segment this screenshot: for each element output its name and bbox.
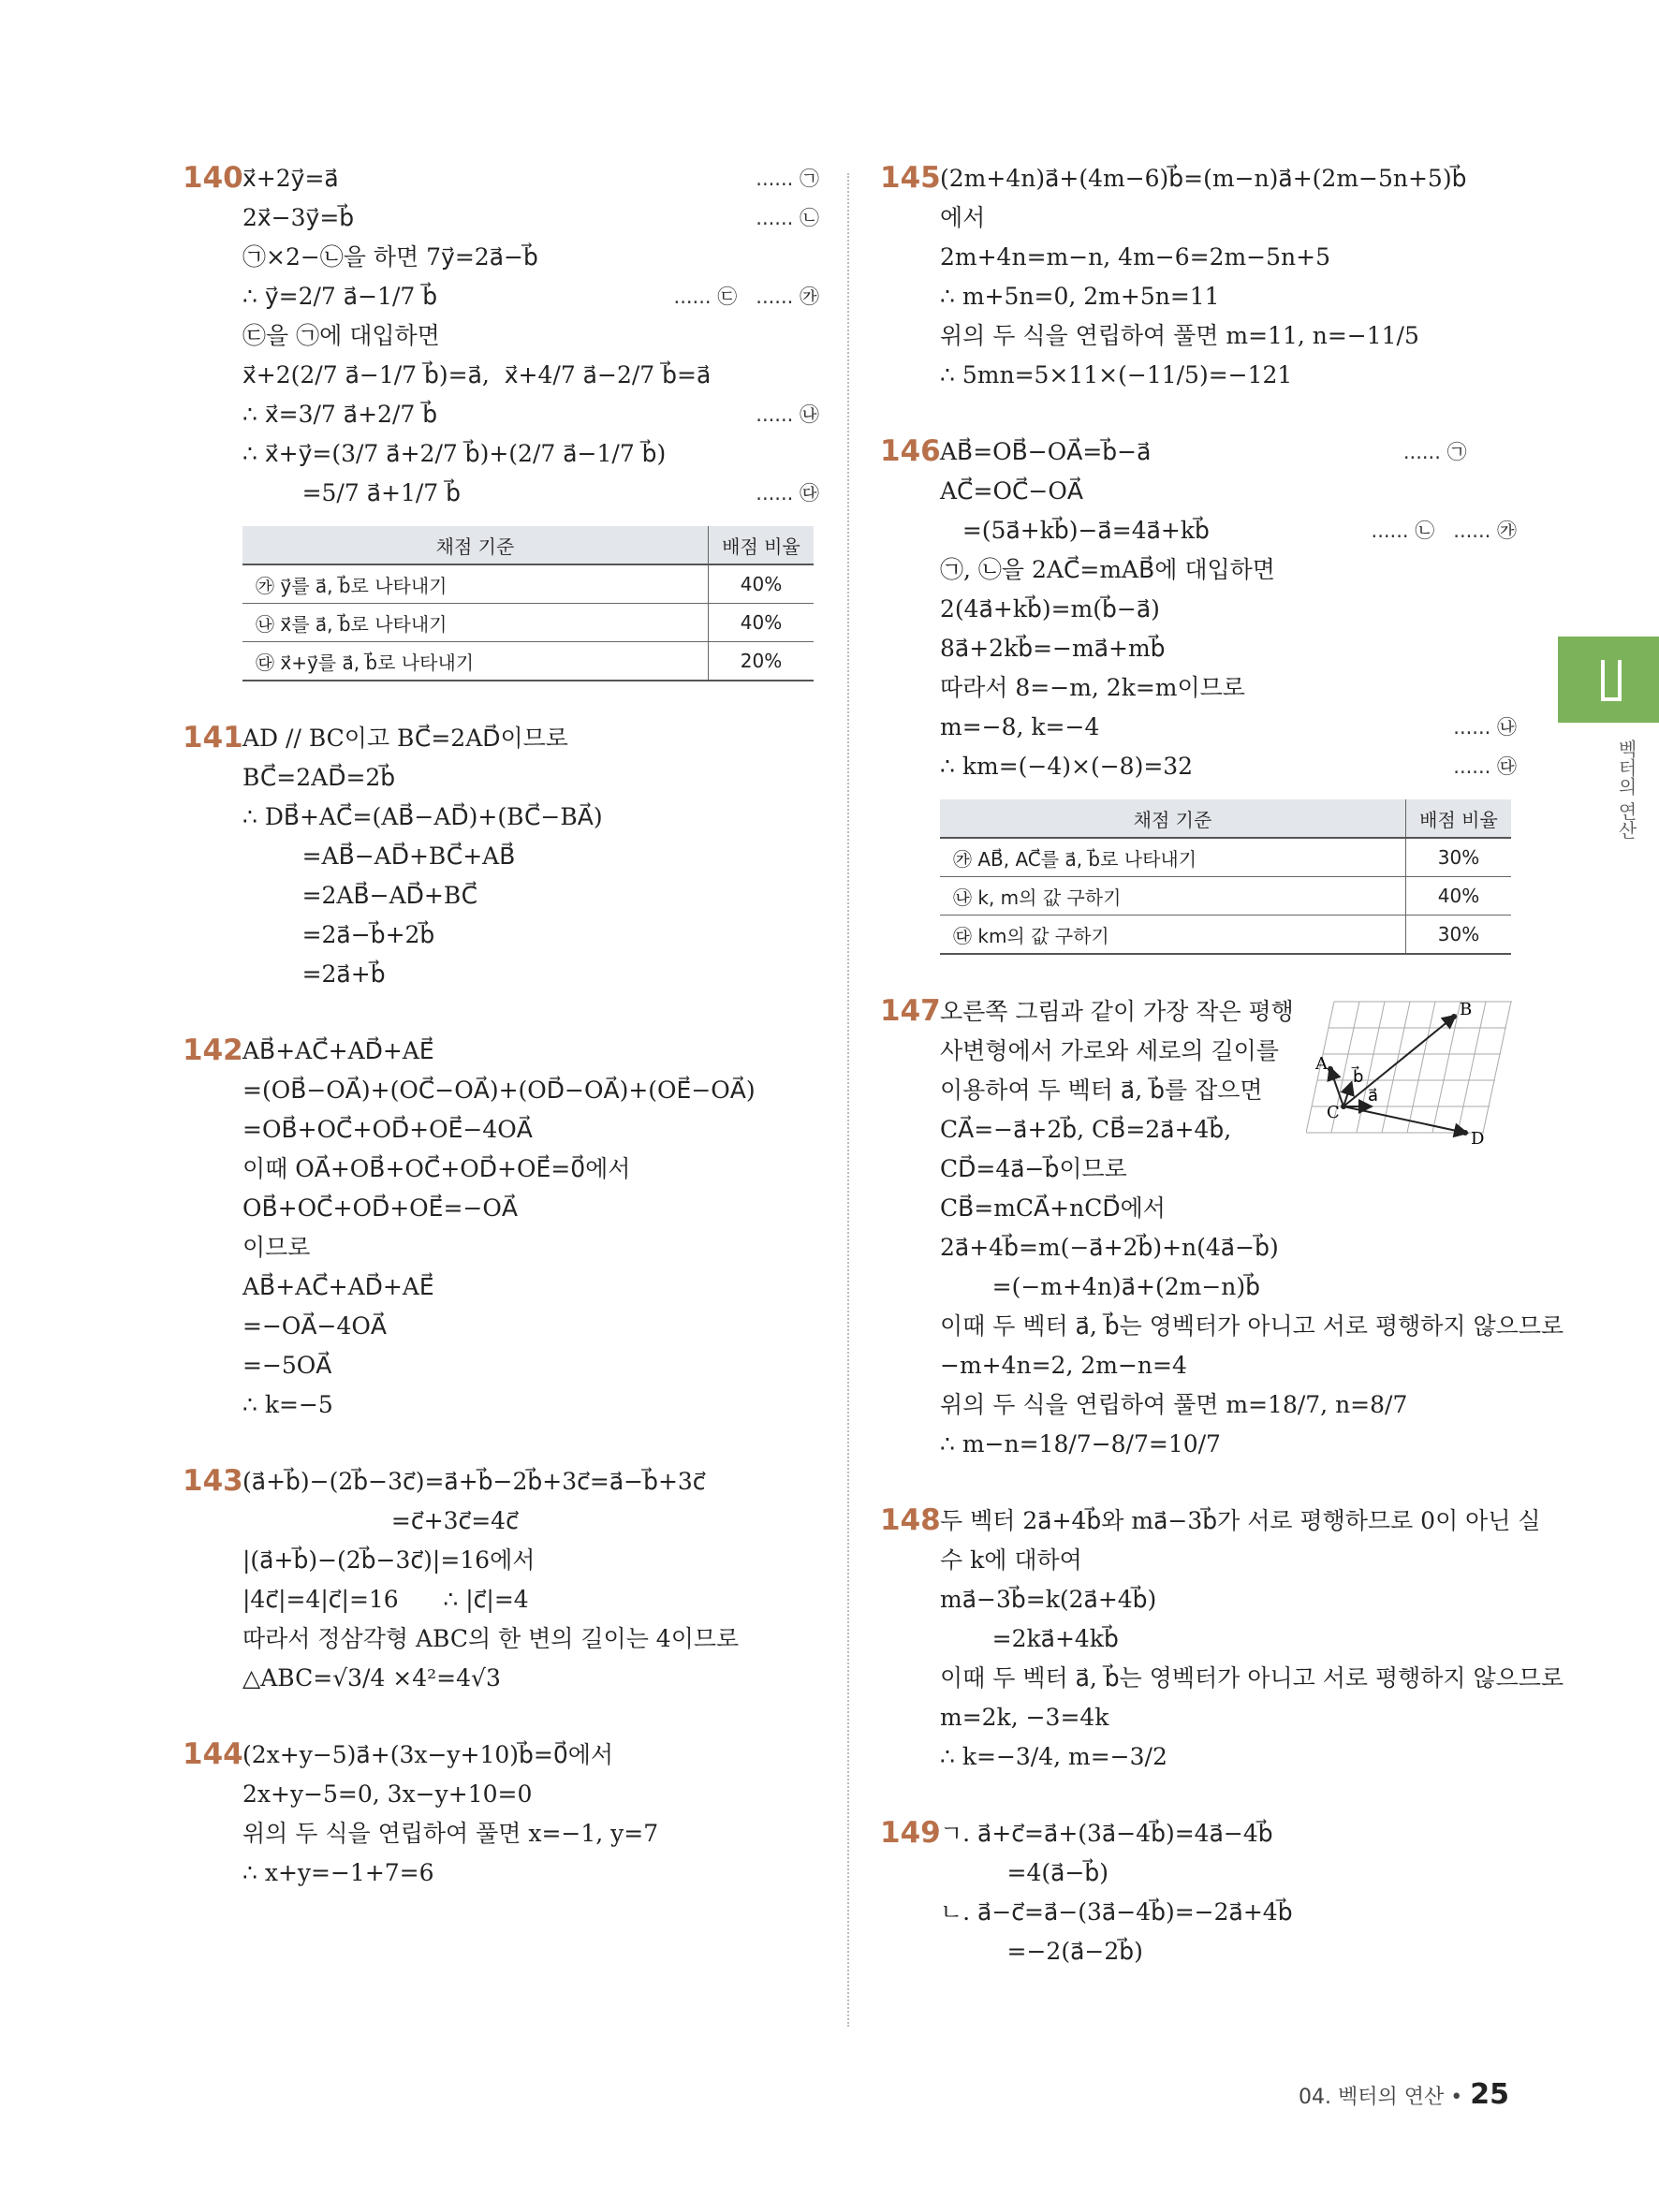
scoring-criterion: ㉮ y⃗를 a⃗, b⃗로 나타내기 [242, 564, 709, 604]
solution-text: ∴ k=−5 [242, 1391, 333, 1418]
solution-line [940, 1814, 1517, 1853]
solution-text: 2x⃗−3y⃗=b⃗ [242, 204, 355, 231]
problem-number: 149 [880, 1816, 941, 1850]
solution-text: (2m+4n)a⃗+(4m−6)b⃗=(m−n)a⃗+(2m−5n+5)b⃗ [940, 165, 1467, 192]
solution-text: AD // BC이고 BC⃗=2AD⃗이므로 [242, 725, 568, 752]
solution-line [940, 1267, 1517, 1307]
solution-body [242, 159, 819, 681]
solution-text: 이때 두 벡터 a⃗, b⃗는 영벡터가 아니고 서로 평행하지 않으므로 [940, 1664, 1564, 1692]
solution-line [940, 1659, 1564, 1698]
solution-line [940, 550, 1517, 590]
solution-line [940, 1346, 1517, 1385]
score-ratio-header: 배점 비율 [1406, 799, 1512, 838]
solution-text: △ABC=√3/4 ×4²=4√3 [242, 1664, 501, 1692]
solution-line [242, 1307, 819, 1346]
solution-line [940, 668, 1517, 708]
solution-text: 8a⃗+2kb⃗=−ma⃗+mb⃗ [940, 635, 1166, 662]
solution-line [242, 1736, 819, 1775]
solution-text: ma⃗−3b⃗=k(2a⃗+4b⃗) [940, 1586, 1157, 1613]
solution-body [242, 1736, 819, 1893]
solution-line [242, 434, 819, 474]
solution-text: =(5a⃗+kb⃗)−a⃗=4a⃗+kb⃗ [940, 517, 1210, 544]
problem-number: 140 [183, 161, 243, 195]
solution-text: 이용하여 두 벡터 a⃗, b⃗를 잡으면 [940, 1077, 1263, 1104]
equation-marker: ...... ㉠ [1402, 441, 1517, 463]
solution-text: 2a⃗+4b⃗=m(−a⃗+2b⃗)+n(4a⃗−b⃗) [940, 1234, 1279, 1261]
solution-line [242, 1385, 819, 1425]
equation-marker: ...... ㉯ [1453, 716, 1517, 739]
solution-line [242, 198, 819, 238]
scoring-row [940, 838, 1511, 877]
scoring-percent: 40% [709, 564, 815, 604]
problem-number: 147 [880, 994, 941, 1028]
solution-text: AC⃗=OC⃗−OA⃗ [940, 477, 1083, 505]
diagram-label-B: B [1460, 1000, 1473, 1019]
equation-marker: ...... ㉯ [756, 403, 819, 426]
solution-line [242, 474, 819, 513]
solution-line [242, 316, 819, 356]
diagram-label-b: b⃗ [1353, 1067, 1364, 1087]
solution-line [940, 356, 1517, 395]
side-chapter-label: 벡터의 연산 [1615, 740, 1637, 840]
solution-line [242, 1580, 819, 1619]
left-column [183, 159, 819, 1930]
solution-text: (a⃗+b⃗)−(2b⃗−3c⃗)=a⃗+b⃗−2b⃗+3c⃗=a⃗−b⃗+3c⃗ [242, 1468, 706, 1495]
solution-text: x⃗+2y⃗=a⃗ [242, 165, 339, 192]
chapter-tab-glyph [1618, 660, 1622, 697]
solution-text: ∴ m−n=18/7−8/7=10/7 [940, 1430, 1221, 1458]
scoring-criteria-header: 채점 기준 [242, 526, 709, 564]
solution-line [242, 837, 819, 876]
scoring-percent: 30% [1406, 916, 1512, 955]
scoring-criteria-header: 채점 기준 [940, 799, 1406, 838]
problem-144 [183, 1736, 819, 1893]
scoring-percent: 40% [709, 604, 815, 642]
problem-146 [880, 432, 1517, 955]
scoring-criterion: ㉮ AB⃗, AC⃗를 a⃗, b⃗로 나타내기 [940, 838, 1406, 877]
solution-line [940, 590, 1517, 629]
solution-line [940, 1580, 1517, 1619]
scoring-criterion: ㉰ km의 값 구하기 [940, 916, 1406, 955]
solution-body [242, 1462, 819, 1698]
solution-text: =2ka⃗+4kb⃗ [940, 1625, 1119, 1652]
solution-text: AB⃗=OB⃗−OA⃗=b⃗−a⃗ [940, 438, 1152, 465]
problem-140 [183, 159, 819, 681]
solution-text: =2AB⃗−AD⃗+BC⃗ [242, 882, 478, 909]
solution-text: =2a⃗+b⃗ [242, 960, 386, 988]
solution-text: AB⃗+AC⃗+AD⃗+AE⃗ [242, 1037, 434, 1064]
solution-line [940, 1893, 1517, 1932]
solution-line [940, 1307, 1564, 1346]
solution-text: 에서 [940, 204, 986, 231]
scoring-criterion: ㉰ x⃗+y⃗를 a⃗, b⃗로 나타내기 [242, 642, 709, 681]
solution-body [940, 1814, 1517, 1971]
solution-body [940, 1502, 1564, 1777]
solution-text: ∴ DB⃗+AC⃗=(AB⃗−AD⃗)+(BC⃗−BA⃗) [242, 803, 603, 830]
solution-text: m=−8, k=−4 [940, 713, 1100, 740]
solution-line [940, 198, 1517, 238]
solution-text: ∴ k=−3/4, m=−3/2 [940, 1743, 1167, 1770]
solution-line [242, 238, 819, 277]
solution-line [242, 1267, 819, 1307]
solution-text: 위의 두 식을 연립하여 풀면 x=−1, y=7 [242, 1820, 659, 1847]
solution-text: OB⃗+OC⃗+OD⃗+OE⃗=−OA⃗ [242, 1194, 518, 1222]
solution-text: 두 벡터 2a⃗+4b⃗와 ma⃗−3b⃗가 서로 평행하므로 0이 아닌 실 [940, 1507, 1541, 1534]
solution-text: CD⃗=4a⃗−b⃗이므로 [940, 1155, 1127, 1182]
solution-text: BC⃗=2AD⃗=2b⃗ [242, 764, 396, 791]
equation-marker: ...... ㉰ [1453, 755, 1517, 778]
problem-number: 142 [183, 1033, 243, 1067]
problem-number: 148 [880, 1503, 941, 1537]
solution-line [940, 1228, 1517, 1267]
parallelogram-grid-diagram [1306, 992, 1517, 1161]
solution-text: ∴ m+5n=0, 2m+5n=11 [940, 283, 1220, 310]
solution-line [940, 316, 1517, 356]
solution-line [242, 719, 819, 758]
solution-line [242, 1071, 819, 1110]
solution-text: |4c⃗|=4|c⃗|=16 ∴ |c⃗|=4 [242, 1586, 529, 1613]
scoring-row [242, 642, 814, 681]
solution-line [940, 277, 1517, 316]
scoring-row [242, 564, 814, 604]
equation-marker: ...... ㉡ ...... ㉮ [1371, 520, 1517, 542]
solution-text: 2x+y−5=0, 3x−y+10=0 [242, 1780, 533, 1808]
solution-line [242, 1110, 819, 1150]
equation-marker: ...... ㉡ [756, 207, 819, 229]
solution-text: 수 k에 대하여 [940, 1546, 1082, 1574]
solution-text: =−2(a⃗−2b⃗) [940, 1938, 1143, 1965]
scoring-row [242, 604, 814, 642]
solution-line [242, 916, 819, 955]
solution-line [242, 1189, 819, 1228]
diagram-label-C: C [1327, 1103, 1340, 1122]
solution-line [242, 1814, 819, 1853]
solution-line [940, 238, 1517, 277]
solution-line [940, 629, 1517, 668]
problem-number: 143 [183, 1464, 243, 1498]
diagram-label-D: D [1471, 1129, 1485, 1149]
solution-text: 이때 OA⃗+OB⃗+OC⃗+OD⃗+OE⃗=0⃗에서 [242, 1155, 631, 1182]
page-number: 25 [1470, 2078, 1509, 2111]
solution-text: m=2k, −3=4k [940, 1704, 1109, 1731]
solution-line [242, 1853, 819, 1893]
solution-text: =OB⃗+OC⃗+OD⃗+OE⃗−4OA⃗ [242, 1116, 533, 1143]
solution-text: ∴ x+y=−1+7=6 [242, 1859, 434, 1886]
solution-text: 위의 두 식을 연립하여 풀면 m=18/7, n=8/7 [940, 1391, 1408, 1418]
solution-text: 오른쪽 그림과 같이 가장 작은 평행 [940, 998, 1294, 1025]
chapter-tab-glyph [1601, 697, 1622, 701]
scoring-criterion: ㉯ k, m의 값 구하기 [940, 877, 1406, 916]
solution-text: −m+4n=2, 2m−n=4 [940, 1352, 1187, 1379]
solution-text: CB⃗=mCA⃗+nCD⃗에서 [940, 1194, 1166, 1222]
solution-text: 사변형에서 가로와 세로의 길이를 [940, 1037, 1279, 1064]
diagram-label-a: a⃗ [1368, 1086, 1379, 1106]
diagram-label-A: A [1315, 1054, 1328, 1074]
solution-text: |(a⃗+b⃗)−(2b⃗−3c⃗)|=16에서 [242, 1546, 536, 1574]
solution-line [940, 1425, 1517, 1464]
solution-line [242, 1619, 819, 1659]
solution-line [242, 1502, 819, 1541]
scoring-table [940, 799, 1511, 955]
solution-line [940, 1619, 1517, 1659]
solution-text: 따라서 정삼각형 ABC의 한 변의 길이는 4이므로 [242, 1625, 740, 1652]
problem-141 [183, 719, 819, 994]
solution-line [242, 1228, 819, 1267]
solution-text: ∴ km=(−4)×(−8)=32 [940, 753, 1194, 780]
solution-body [242, 1032, 819, 1425]
solution-text: ㉢을 ㉠에 대입하면 [242, 322, 440, 349]
solution-text: (2x+y−5)a⃗+(3x−y+10)b⃗=0⃗에서 [242, 1741, 614, 1768]
solution-text: ∴ y⃗=2/7 a⃗−1/7 b⃗ [242, 283, 438, 310]
problem-143 [183, 1462, 819, 1698]
solution-line [940, 159, 1517, 198]
solution-line [940, 1189, 1517, 1228]
solution-line [242, 277, 819, 316]
solution-line [242, 159, 819, 198]
solution-line [940, 432, 1517, 472]
solution-text: ㄱ. a⃗+c⃗=a⃗+(3a⃗−4b⃗)=4a⃗−4b⃗ [940, 1820, 1273, 1847]
solution-text: CA⃗=−a⃗+2b⃗, CB⃗=2a⃗+4b⃗, [940, 1116, 1232, 1143]
solution-text: =(−m+4n)a⃗+(2m−n)b⃗ [940, 1273, 1260, 1300]
solution-line [242, 356, 819, 395]
scoring-criterion: ㉯ x⃗를 a⃗, b⃗로 나타내기 [242, 604, 709, 642]
solution-line [242, 1775, 819, 1814]
page-footer [1299, 2078, 1509, 2111]
problem-number: 145 [880, 161, 941, 195]
solution-body [242, 719, 819, 994]
solution-text: =c⃗+3c⃗=4c⃗ [242, 1507, 519, 1534]
right-column [880, 159, 1564, 2009]
solution-line [242, 1462, 819, 1502]
solution-text: =4(a⃗−b⃗) [940, 1859, 1109, 1886]
solution-line [940, 708, 1517, 747]
solution-text: x⃗+2(2/7 a⃗−1/7 b⃗)=a⃗, x⃗+4/7 a⃗−2/7 b⃗=a⃗ [242, 361, 712, 388]
problem-142 [183, 1032, 819, 1425]
solution-line [940, 1385, 1517, 1425]
scoring-row [940, 916, 1511, 955]
solution-line [940, 747, 1517, 786]
problem-148 [880, 1502, 1564, 1777]
equation-marker: ...... ㉠ [756, 168, 819, 190]
solution-line [242, 1032, 819, 1071]
score-ratio-header: 배점 비율 [709, 526, 815, 564]
problem-149 [880, 1814, 1517, 1971]
solution-text: 2m+4n=m−n, 4m−6=2m−5n+5 [940, 243, 1330, 271]
solution-text: 위의 두 식을 연립하여 풀면 m=11, n=−11/5 [940, 322, 1419, 349]
solution-line [940, 1737, 1517, 1777]
footer-chapter: 04. 벡터의 연산 • [1299, 2086, 1463, 2109]
solution-line [242, 1346, 819, 1385]
problem-number: 144 [183, 1737, 243, 1771]
solution-text: =−5OA⃗ [242, 1352, 332, 1379]
problem-147 [880, 992, 1564, 1464]
solution-text: 이므로 [242, 1234, 311, 1261]
solution-text: =(OB⃗−OA⃗)+(OC⃗−OA⃗)+(OD⃗−OA⃗)+(OE⃗−OA⃗) [242, 1077, 756, 1104]
scoring-percent: 30% [1406, 838, 1512, 877]
solution-text: =5/7 a⃗+1/7 b⃗ [242, 479, 462, 506]
solution-text: ㉠×2−㉡을 하면 7y⃗=2a⃗−b⃗ [242, 243, 538, 271]
scoring-table [242, 526, 814, 681]
solution-line [242, 798, 819, 837]
scoring-percent: 40% [1406, 877, 1512, 916]
solution-line [242, 1541, 819, 1580]
solution-line [242, 876, 819, 916]
solution-text: ∴ x⃗+y⃗=(3/7 a⃗+2/7 b⃗)+(2/7 a⃗−1/7 b⃗) [242, 440, 667, 467]
solution-text: 이때 두 벡터 a⃗, b⃗는 영벡터가 아니고 서로 평행하지 않으므로 [940, 1312, 1564, 1340]
solution-line [242, 955, 819, 994]
solution-line [242, 395, 819, 434]
scoring-row [940, 877, 1511, 916]
scoring-percent: 20% [709, 642, 815, 681]
chapter-tab [1558, 637, 1659, 723]
solution-text: ㄴ. a⃗−c⃗=a⃗−(3a⃗−4b⃗)=−2a⃗+4b⃗ [940, 1898, 1293, 1926]
solution-text: 2(4a⃗+kb⃗)=m(b⃗−a⃗) [940, 595, 1160, 623]
solution-text: AB⃗+AC⃗+AD⃗+AE⃗ [242, 1273, 434, 1300]
solution-text: ㉠, ㉡을 2AC⃗=mAB⃗에 대입하면 [940, 556, 1275, 583]
solution-line [242, 758, 819, 798]
solution-body [940, 432, 1517, 955]
solution-line [940, 1932, 1517, 1971]
solution-line [940, 511, 1517, 550]
solution-line [940, 1698, 1517, 1737]
column-divider [847, 173, 849, 2027]
equation-marker: ...... ㉢ ...... ㉮ [673, 286, 819, 308]
solution-text: =AB⃗−AD⃗+BC⃗+AB⃗ [242, 842, 516, 870]
solution-line [242, 1659, 819, 1698]
solution-text: ∴ 5mn=5×11×(−11/5)=−121 [940, 361, 1293, 388]
solution-line [940, 472, 1517, 511]
chapter-tab-glyph [1601, 660, 1605, 697]
solution-line [940, 1853, 1517, 1893]
solution-line [940, 1541, 1517, 1580]
solution-line [940, 1502, 1541, 1541]
solution-text: 따라서 8=−m, 2k=m이므로 [940, 674, 1245, 701]
problem-number: 146 [880, 434, 941, 468]
problem-number: 141 [183, 721, 243, 754]
solution-body [940, 159, 1517, 395]
equation-marker: ...... ㉰ [756, 482, 819, 505]
solution-text: =−OA⃗−4OA⃗ [242, 1312, 387, 1340]
solution-text: ∴ x⃗=3/7 a⃗+2/7 b⃗ [242, 401, 438, 428]
solution-line [242, 1150, 819, 1189]
solution-text: =2a⃗−b⃗+2b⃗ [242, 921, 435, 948]
problem-145 [880, 159, 1517, 395]
